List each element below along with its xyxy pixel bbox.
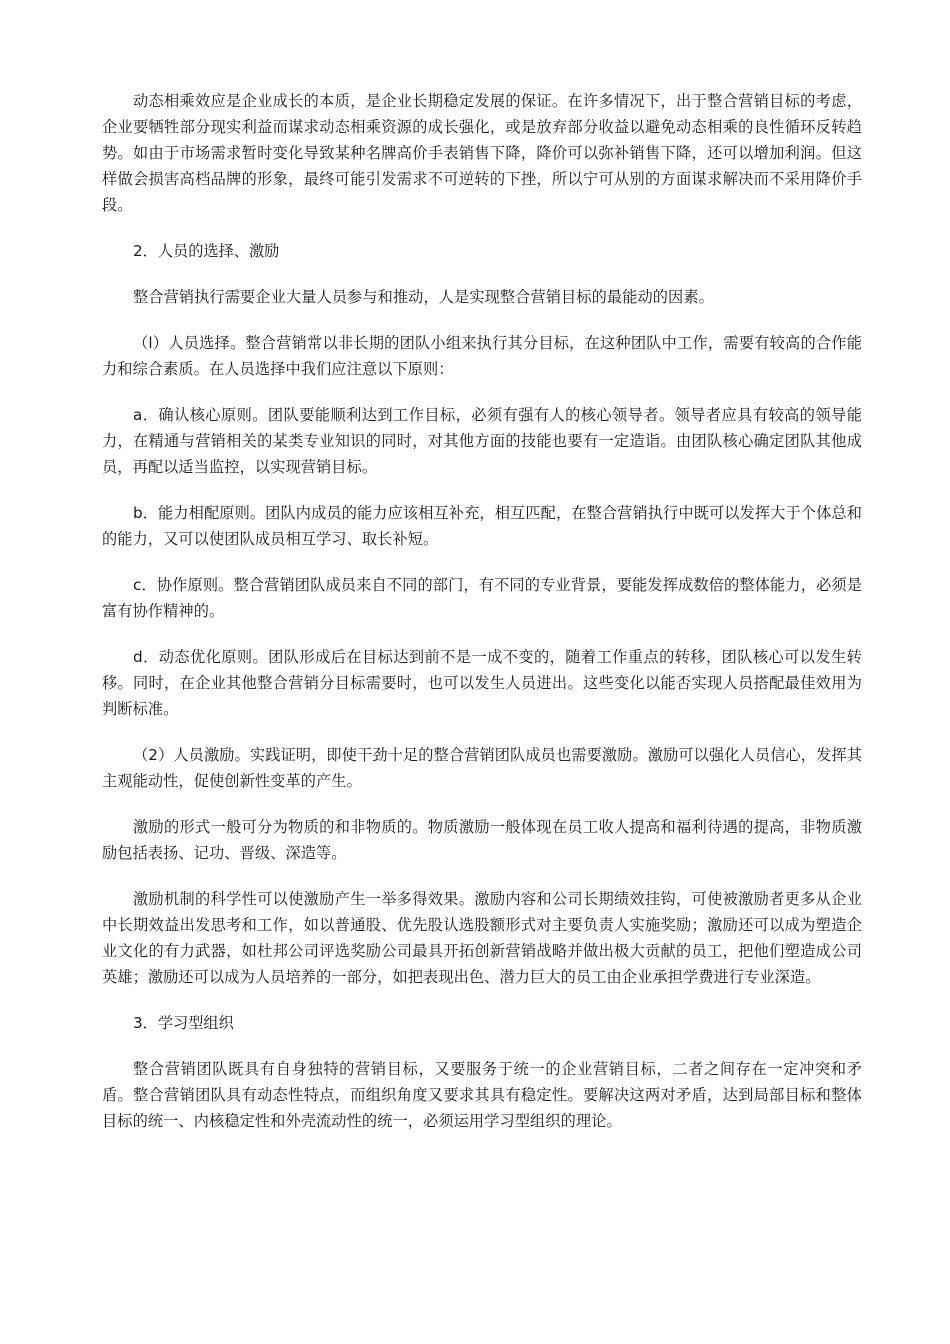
- document-page: [102, 88, 862, 1154]
- paragraph-personnel-incentive: （2）人员激励。实践证明，即使干劲十足的整合营销团队成员也需要激励。激励可以强化人员信心，发挥其主观能动性，促使创新性变革的产生。: [102, 746, 862, 790]
- section-heading-learning-org: 3．学习型组织: [133, 1014, 234, 1032]
- paragraph-principle-cooperation: c．协作原则。整合营销团队成员来自不同的部门，有不同的专业背景，要能发挥成数倍的整体能力，必须是富有协作精神的。: [102, 576, 862, 620]
- paragraph-personnel-intro: 整合营销执行需要企业大量人员参与和推动，人是实现整合营销目标的最能动的因素。: [133, 288, 714, 306]
- section-heading-personnel: 2．人员的选择、激励: [133, 242, 280, 260]
- paragraph-personnel-selection: （l）人员选择。整合营销常以非长期的团队小组来执行其分目标，在这种团队中工作，需要有较高的合作能力和综合素质。在人员选择中我们应注意以下原则：: [102, 334, 862, 378]
- paragraph-principle-dynamic: d．动态优化原则。团队形成后在目标达到前不是一成不变的，随着工作重点的转移，团队核心可以发生转移。同时，在企业其他整合营销分目标需要时，也可以发生人员进出。这些变化以能否实现人员搭配最佳效用为判断标准。: [102, 648, 862, 718]
- paragraph-incentive-forms: 激励的形式一般可分为物质的和非物质的。物质激励一般体现在员工收人提高和福利待遇的提高，非物质激励包括表扬、记功、晋级、深造等。: [102, 818, 862, 862]
- paragraph-learning-org: 整合营销团队既具有自身独特的营销目标，又要服务于统一的企业营销目标，二者之间存在一定冲突和矛盾。整合营销团队具有动态性特点，而组织角度又要求其具有稳定性。要解决这两对矛盾，达到局部目标和整体目标的统一、内核稳定性和外壳流动性的统一，必须运用学习型组织的理论。: [102, 1060, 862, 1130]
- paragraph-principle-core: a．确认核心原则。团队要能顺利达到工作目标，必须有强有人的核心领导者。领导者应具有较高的领导能力，在精通与营销相关的某类专业知识的同时，对其他方面的技能也要有一定造诣。由团队核心确定团队其他成员，再配以适当监控，以实现营销目标。: [102, 406, 862, 476]
- paragraph-principle-ability: b．能力相配原则。团队内成员的能力应该相互补充，相互匹配，在整合营销执行中既可以发挥大于个体总和的能力，又可以使团队成员相互学习、取长补短。: [102, 504, 862, 548]
- paragraph-incentive-mechanism: 激励机制的科学性可以使激励产生一举多得效果。激励内容和公司长期绩效挂钩，可使被激励者更多从企业中长期效益出发思考和工作，如以普通股、优先股认选股额形式对主要负责人实施奖励；激励还可以成为塑造企业文化的有力武器，如杜邦公司评选奖励公司最具开拓创新营销战略并做出极大贡献的员工，把他们塑造成公司英雄；激励还可以成为人员培养的一部分，如把表现出色、潜力巨大的员工由企业承担学费进行专业深造。: [102, 890, 862, 986]
- paragraph-dynamic-effect: 动态相乘效应是企业成长的本质，是企业长期稳定发展的保证。在许多情况下，出于整合营销目标的考虑，企业要牺牲部分现实利益而谋求动态相乘资源的成长强化，或是放弃部分收益以避免动态相乘的良性循环反转趋势。如由于市场需求暂时变化导致某种名牌高价手表销售下降，降价可以弥补销售下降，还可以增加利润。但这样做会损害高档品牌的形象，最终可能引发需求不可逆转的下挫，所以宁可从别的方面谋求解决而不采用降价手段。: [102, 92, 862, 214]
